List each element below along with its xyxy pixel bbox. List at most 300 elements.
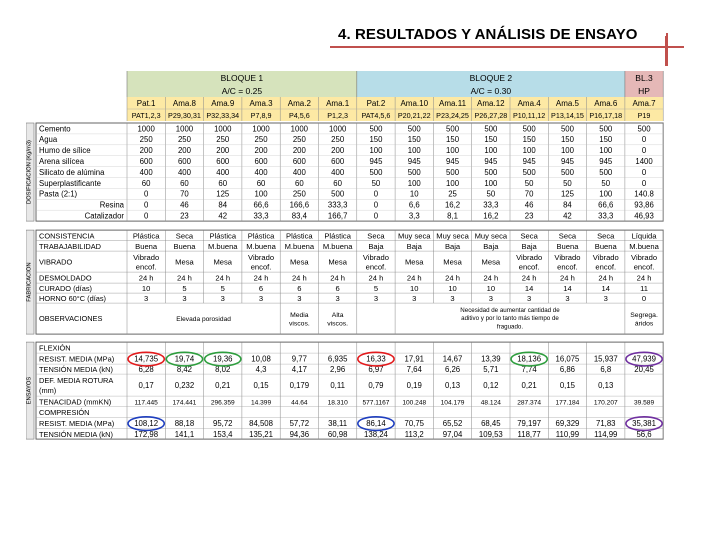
dosificacion-value: 250 <box>292 135 306 145</box>
probeta-ids: P23,24,25 <box>436 111 469 120</box>
dosificacion-label: Catalizador <box>84 211 124 221</box>
dosificacion-value: 200 <box>254 146 268 156</box>
dosificacion-value: 1000 <box>175 124 194 134</box>
dosificacion-value: 46 <box>524 200 534 210</box>
fabricacion-value: Buena <box>594 241 617 251</box>
observaciones-block2: Necesidad de aumentar cantidad de <box>460 306 560 314</box>
dosificacion-value: 0 <box>641 167 647 177</box>
observaciones-block1: Elevada porosidad <box>176 316 231 324</box>
dosificacion-value: 500 <box>637 124 651 134</box>
dosificacion-value: 50 <box>601 178 611 188</box>
ensayos-label: DEF. MEDIA ROTURA <box>39 376 114 386</box>
dosificacion-value: 600 <box>292 157 306 166</box>
dosificacion-value: 100 <box>446 178 460 188</box>
page-title: 4. RESULTADOS Y ANÁLISIS DE ENSAYO <box>338 26 638 43</box>
fabricacion-value: 24 h <box>445 273 460 283</box>
fabricacion-value: Seca <box>597 231 615 241</box>
ensayos-value: 70,75 <box>404 419 425 429</box>
mix-name: Pat.2 <box>366 99 386 108</box>
ensayos-value: 0,79 <box>368 381 384 391</box>
fabricacion-value: 14 <box>601 284 610 294</box>
ensayos-value: 14.399 <box>250 399 272 407</box>
dosificacion-label: Silicato de alúmina <box>39 167 105 177</box>
dosificacion-value: 600 <box>177 157 191 166</box>
ensayos-value: 57,72 <box>289 419 310 429</box>
fabricacion-value: 3 <box>258 294 264 304</box>
mix-name: Pat.1 <box>136 99 156 108</box>
ensayos-value: 17,91 <box>404 354 425 364</box>
dosificacion-value: 166,6 <box>289 200 310 210</box>
observaciones-ama2: Media <box>290 311 309 319</box>
section-label-fabricacion: FABRICACIÓN <box>26 262 33 302</box>
dosificacion-value: 125 <box>216 189 230 199</box>
fabricacion-value: Mesa <box>404 257 424 267</box>
dosificacion-value: 33,3 <box>253 211 269 221</box>
ensayos-value: 19,36 <box>212 354 233 364</box>
ensayos-value: 48.124 <box>480 399 501 407</box>
fabricacion-value: 14 <box>524 284 534 294</box>
ensayos-value: 287.374 <box>517 399 542 407</box>
ensayos-value: 69,329 <box>555 419 580 429</box>
fabricacion-value: Vibrado <box>592 252 619 262</box>
ensayos-value: 39.589 <box>633 399 655 407</box>
fabricacion-value: 5 <box>373 284 379 294</box>
dosificacion-value: 70 <box>524 189 534 199</box>
probeta-ids: P32,33,34 <box>206 111 240 120</box>
ensayos-value: 8,42 <box>176 365 193 375</box>
fabricacion-value: 3 <box>527 294 532 304</box>
dosificacion-label: Superplastificante <box>39 178 101 188</box>
dosificacion-value: 100 <box>407 146 421 156</box>
fabricacion-value: Plástica <box>286 231 313 241</box>
ensayos-value: 14,67 <box>442 354 463 364</box>
ensayos-value: 153,4 <box>212 429 233 439</box>
ensayos-value: 109,53 <box>478 429 503 439</box>
fabricacion-label: VIBRADO <box>39 257 73 267</box>
ensayos-value: 94,36 <box>289 429 310 439</box>
fabricacion-value: M.buena <box>284 241 315 251</box>
ensayos-value: 7,74 <box>521 365 537 375</box>
dosificacion-value: 200 <box>177 146 191 156</box>
dosificacion-value: 100 <box>254 189 268 199</box>
dosificacion-value: 100 <box>484 178 498 188</box>
dosificacion-value: 0 <box>143 211 149 221</box>
mix-name: Ama.9 <box>211 99 235 108</box>
fabricacion-value: encof. <box>633 262 655 272</box>
probeta-ids: P26,27,28 <box>474 111 508 120</box>
dosificacion-value: 66,6 <box>253 200 269 210</box>
ensayos-value: 100.248 <box>402 399 427 407</box>
ensayos-value: 177.184 <box>555 399 580 407</box>
observaciones-ama7: áridos <box>634 320 654 328</box>
ensayos-value: 44.64 <box>291 399 308 407</box>
fabricacion-value: Seca <box>558 231 577 241</box>
ensayos-value: 79,197 <box>517 419 542 429</box>
probeta-ids: P7,8,9 <box>250 111 272 120</box>
dosificacion-label: Arena silícea <box>39 157 85 166</box>
ensayos-value: 19,74 <box>174 354 195 364</box>
probeta-ids: P19 <box>637 111 651 120</box>
probeta-ids: P13,14,15 <box>551 111 584 120</box>
dosificacion-value: 500 <box>484 124 498 134</box>
block2-name: BLOQUE 2 <box>469 73 513 83</box>
probeta-ids: P29,30,31 <box>168 111 201 120</box>
ensayos-value: 296.359 <box>210 399 235 407</box>
dosificacion-value: 84 <box>218 200 228 210</box>
dosificacion-value: 100 <box>599 189 613 199</box>
ensayos-value: 4,3 <box>255 365 267 375</box>
dosificacion-value: 400 <box>331 167 345 177</box>
dosificacion-value: 0 <box>373 189 379 199</box>
fabricacion-value: encof. <box>518 262 540 272</box>
dosificacion-value: 93,86 <box>634 200 654 210</box>
dosificacion-value: 60 <box>295 178 304 188</box>
ensayos-value: 7,64 <box>406 365 422 375</box>
ensayos-value: 172,98 <box>134 429 159 439</box>
fabricacion-value: M.buena <box>629 241 659 251</box>
dosificacion-value: 1000 <box>214 124 232 134</box>
dosificacion-value: 1000 <box>290 124 309 134</box>
fabricacion-value: encof. <box>250 262 272 272</box>
ensayos-value: 16,075 <box>555 354 580 364</box>
results-table-svg <box>26 71 690 501</box>
probeta-ids: PAT4,5,6 <box>361 111 391 120</box>
dosificacion-value: 333,3 <box>327 200 348 210</box>
ensayos-value: 0,12 <box>483 381 499 391</box>
ensayos-value: 577.1167 <box>362 399 390 407</box>
fabricacion-value: Plástica <box>247 231 275 241</box>
probeta-ids: P4,5,6 <box>288 111 310 120</box>
dosificacion-value: 500 <box>522 167 536 177</box>
dosificacion-value: 500 <box>369 167 383 177</box>
ensayos-value: 88,18 <box>174 419 195 429</box>
dosificacion-value: 400 <box>216 167 230 177</box>
fabricacion-value: 24 h <box>368 273 384 283</box>
observaciones-label: OBSERVACIONES <box>39 314 103 324</box>
fabricacion-value: Plástica <box>324 231 351 241</box>
block2-ac: A/C = 0.30 <box>470 86 512 96</box>
ensayos-value: 0,15 <box>253 381 269 391</box>
dosificacion-value: 125 <box>560 189 574 199</box>
dosificacion-value: 0 <box>373 200 379 210</box>
ensayos-value: 2,96 <box>330 365 346 375</box>
title-accent-bar <box>665 36 668 66</box>
dosificacion-value: 250 <box>216 135 230 145</box>
ensayos-value: 68,45 <box>481 419 501 429</box>
dosificacion-value: 50 <box>486 189 496 199</box>
ensayos-value: 95,72 <box>212 419 233 429</box>
ensayos-value: 0,13 <box>444 381 461 391</box>
mix-name: Ama.3 <box>249 99 273 108</box>
ensayos-value: 117.445 <box>134 399 158 407</box>
probeta-ids: P16,17,18 <box>589 111 623 120</box>
dosificacion-value: 66,6 <box>598 200 614 210</box>
dosificacion-value: 150 <box>484 135 498 145</box>
fabricacion-value: Mesa <box>290 257 309 267</box>
ensayos-value: 6,97 <box>368 365 384 375</box>
dosificacion-value: 200 <box>331 146 345 156</box>
ensayos-value: 35,381 <box>632 419 656 429</box>
fabricacion-value: Muy seca <box>474 231 508 241</box>
fabricacion-value: 11 <box>640 284 648 294</box>
ensayos-value: 6,86 <box>559 365 576 375</box>
ensayos-label: (mm) <box>39 386 57 396</box>
dosificacion-value: 60 <box>333 178 342 188</box>
ensayos-value: 0,13 <box>598 381 614 391</box>
dosificacion-value: 500 <box>446 167 460 177</box>
dosificacion-label: Cemento <box>39 124 71 134</box>
fabricacion-value: M.buena <box>207 241 238 251</box>
ensayos-label: COMPRESIÓN <box>39 408 90 418</box>
probeta-ids: P1,2,3 <box>327 111 349 120</box>
probeta-ids: P10,11,12 <box>513 111 546 120</box>
fabricacion-value: encof. <box>557 262 578 272</box>
mix-name: Ama.5 <box>555 99 580 108</box>
dosificacion-value: 600 <box>216 157 230 166</box>
dosificacion-value: 166,7 <box>327 211 348 221</box>
fabricacion-value: Vibrado <box>631 252 658 262</box>
ensayos-value: 114,99 <box>594 429 618 439</box>
ensayos-value: 8,02 <box>215 365 231 375</box>
fabricacion-value: 3 <box>220 294 225 304</box>
fabricacion-value: 24 h <box>177 273 192 283</box>
fabricacion-value: 3 <box>565 294 570 304</box>
dosificacion-value: 945 <box>599 157 613 166</box>
dosificacion-value: 1000 <box>252 124 270 134</box>
dosificacion-value: 945 <box>522 157 536 166</box>
fabricacion-value: 24 h <box>291 273 307 283</box>
dosificacion-value: 46,93 <box>634 211 654 221</box>
dosificacion-value: 400 <box>292 167 306 177</box>
dosificacion-value: 150 <box>446 135 460 145</box>
dosificacion-value: 0 <box>641 178 647 188</box>
dosificacion-value: 1000 <box>328 124 347 134</box>
dosificacion-value: 500 <box>407 167 421 177</box>
fabricacion-value: Muy seca <box>436 231 469 241</box>
observaciones-ama2: viscos. <box>288 320 310 328</box>
dosificacion-value: 60 <box>141 178 151 188</box>
mix-name: Ama.4 <box>517 99 541 108</box>
ensayos-value: 0,21 <box>521 381 537 391</box>
dosificacion-value: 600 <box>254 157 268 166</box>
fabricacion-value: Baja <box>483 241 499 251</box>
dosificacion-value: 16,2 <box>444 200 461 210</box>
ensayos-value: 0,21 <box>215 381 231 391</box>
ensayos-value: 108,12 <box>134 419 159 429</box>
ensayos-value: 141,1 <box>174 429 195 439</box>
fabricacion-label: HORNO 60°C (días) <box>39 294 107 304</box>
fabricacion-value: 24 h <box>636 273 652 283</box>
dosificacion-value: 100 <box>522 146 536 156</box>
mix-name: Ama.6 <box>594 99 618 108</box>
fabricacion-value: 3 <box>373 294 379 304</box>
ensayos-value: 16,33 <box>366 354 386 364</box>
dosificacion-value: 200 <box>216 146 230 156</box>
fabricacion-label: TRABAJABILIDAD <box>39 241 102 251</box>
fabricacion-value: Seca <box>175 231 194 241</box>
dosificacion-value: 23 <box>524 211 534 221</box>
ensayos-value: 0,179 <box>289 381 310 391</box>
fabricacion-value: 10 <box>141 284 151 294</box>
fabricacion-label: CONSISTENCIA <box>39 231 95 241</box>
ensayos-value: 10,08 <box>251 354 271 364</box>
dosificacion-value: 500 <box>599 124 613 134</box>
dosificacion-value: 6,6 <box>408 200 420 210</box>
fabricacion-value: Mesa <box>213 257 233 267</box>
fabricacion-value: 6 <box>335 284 340 294</box>
fabricacion-value: 24 h <box>598 273 614 283</box>
dosificacion-value: 500 <box>446 124 460 134</box>
ensayos-value: 60,98 <box>327 429 348 439</box>
fabricacion-value: 5 <box>220 284 225 294</box>
dosificacion-value: 16,2 <box>483 211 499 221</box>
mix-name: Ama.12 <box>477 99 505 108</box>
fabricacion-value: 3 <box>450 294 455 304</box>
ensayos-value: 15,937 <box>593 354 618 364</box>
ensayos-label: TENSIÓN MEDIA (kN) <box>39 429 113 439</box>
ensayos-value: 170.207 <box>593 399 618 407</box>
ensayos-value: 0,17 <box>138 381 154 391</box>
mix-name: Ama.2 <box>287 99 311 108</box>
ensayos-value: 0,15 <box>559 381 576 391</box>
dosificacion-value: 250 <box>177 135 191 145</box>
dosificacion-value: 500 <box>560 167 574 177</box>
dosificacion-value: 500 <box>369 124 383 134</box>
fabricacion-value: 0 <box>641 294 647 304</box>
fabricacion-value: Líquida <box>631 231 657 241</box>
fabricacion-value: Mesa <box>443 257 462 267</box>
dosificacion-value: 8,1 <box>447 211 458 221</box>
dosificacion-value: 42 <box>218 211 228 221</box>
fabricacion-value: Plástica <box>132 231 160 241</box>
dosificacion-value: 46 <box>180 200 189 210</box>
fabricacion-value: 3 <box>488 294 493 304</box>
dosificacion-value: 150 <box>369 135 383 145</box>
fabricacion-value: 24 h <box>138 273 154 283</box>
fabricacion-value: Baja <box>444 241 461 251</box>
fabricacion-value: Vibrado <box>516 252 543 262</box>
dosificacion-value: 945 <box>369 157 383 166</box>
ensayos-value: 118,77 <box>517 429 541 439</box>
fabricacion-value: Baja <box>521 241 537 251</box>
dosificacion-value: 0 <box>143 200 149 210</box>
dosificacion-value: 0 <box>641 135 647 145</box>
ensayos-value: 9,77 <box>291 354 307 364</box>
dosificacion-value: 50 <box>563 178 572 188</box>
dosificacion-value: 400 <box>139 167 153 177</box>
dosificacion-value: 84 <box>563 200 572 210</box>
fabricacion-value: Baja <box>406 241 422 251</box>
fabricacion-value: 24 h <box>560 273 575 283</box>
dosificacion-value: 250 <box>331 135 345 145</box>
dosificacion-value: 400 <box>254 167 268 177</box>
ensayos-value: 6,26 <box>444 365 461 375</box>
observaciones-ama1: Alta <box>331 311 344 319</box>
fabricacion-value: Seca <box>520 231 538 241</box>
fabricacion-value: Mesa <box>481 257 501 267</box>
dosificacion-label: Resina <box>99 200 124 210</box>
fabricacion-value: 24 h <box>406 273 422 283</box>
ensayos-value: 6,935 <box>327 354 348 364</box>
ensayos-label: TENSIÓN MEDIA (kN) <box>39 365 113 375</box>
fabricacion-value: 3 <box>144 294 149 304</box>
mix-name: Ama.11 <box>439 99 467 108</box>
fabricacion-value: encof. <box>135 262 157 272</box>
dosificacion-value: 150 <box>560 135 574 145</box>
ensayos-value: 138,24 <box>364 429 388 439</box>
dosificacion-value: 0 <box>373 211 379 221</box>
dosificacion-value: 1000 <box>137 124 155 134</box>
fabricacion-value: Buena <box>173 241 196 251</box>
fabricacion-value: 24 h <box>253 273 269 283</box>
fabricacion-value: 6 <box>297 284 302 294</box>
dosificacion-value: 200 <box>292 146 306 156</box>
dosificacion-value: 250 <box>292 189 306 199</box>
dosificacion-value: 100 <box>369 146 383 156</box>
fabricacion-value: 10 <box>486 284 496 294</box>
fabricacion-value: Seca <box>367 231 385 241</box>
ensayos-value: 6,8 <box>600 365 612 375</box>
ensayos-value: 97,04 <box>442 429 463 439</box>
ensayos-label: RESIST. MEDIA (MPa) <box>39 354 115 364</box>
dosificacion-value: 500 <box>331 189 345 199</box>
dosificacion-value: 70 <box>180 189 189 199</box>
ensayos-value: 5,71 <box>483 365 499 375</box>
observaciones-ama1: viscos. <box>327 320 349 328</box>
dosificacion-value: 500 <box>599 167 613 177</box>
fabricacion-value: 6 <box>258 284 264 294</box>
block3-ac: HP <box>638 86 650 96</box>
fabricacion-value: 24 h <box>483 273 499 283</box>
fabricacion-value: 10 <box>448 284 457 294</box>
dosificacion-value: 1400 <box>635 157 653 166</box>
dosificacion-value: 400 <box>177 167 191 177</box>
fabricacion-value: Vibrado <box>554 252 581 262</box>
ensayos-value: 65,52 <box>442 419 463 429</box>
fabricacion-value: encof. <box>365 262 387 272</box>
ensayos-value: 0,232 <box>174 381 195 391</box>
block1-ac: A/C = 0.25 <box>221 86 263 96</box>
ensayos-value: 104.179 <box>440 399 465 407</box>
dosificacion-value: 500 <box>522 124 536 134</box>
dosificacion-value: 10 <box>409 189 419 199</box>
probeta-ids: PAT1,2,3 <box>131 111 161 120</box>
title-underline <box>330 46 684 48</box>
mix-name: Ama.7 <box>632 99 656 108</box>
ensayos-label: FLEXIÓN <box>39 343 71 353</box>
ensayos-value: 14,735 <box>134 354 159 364</box>
dosificacion-value: 60 <box>218 178 228 188</box>
dosificacion-value: 945 <box>407 157 421 166</box>
dosificacion-value: 60 <box>180 178 189 188</box>
fabricacion-value: M.buena <box>246 241 276 251</box>
fabricacion-value: 3 <box>335 294 340 304</box>
mix-name: Ama.1 <box>326 99 350 108</box>
dosificacion-value: 50 <box>371 178 381 188</box>
dosificacion-value: 83,4 <box>291 211 307 221</box>
fabricacion-value: encof. <box>595 262 617 272</box>
ensayos-value: 13,39 <box>481 354 501 364</box>
fabricacion-value: 10 <box>410 284 419 294</box>
ensayos-value: 18,136 <box>517 354 542 364</box>
ensayos-value: 4,17 <box>291 365 307 375</box>
dosificacion-value: 945 <box>484 157 498 166</box>
ensayos-value: 86,14 <box>366 419 386 429</box>
dosificacion-label: Humo de sílice <box>39 146 91 156</box>
ensayos-value: 110,99 <box>555 429 580 439</box>
observaciones-block2: aditivo y por lo tanto más tiempo de <box>461 315 559 323</box>
probeta-ids: P20,21,22 <box>397 111 431 120</box>
